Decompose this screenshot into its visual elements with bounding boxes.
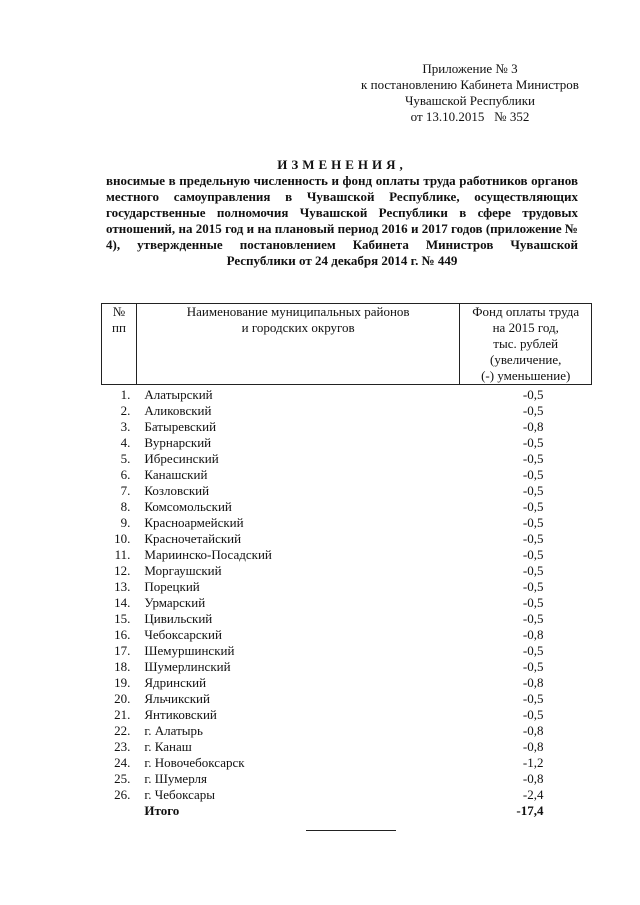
row-number: 14. bbox=[114, 595, 131, 610]
district-name: Янтиковский bbox=[144, 707, 217, 722]
row-number: 16. bbox=[114, 627, 131, 642]
fund-value: -0,8 bbox=[522, 419, 544, 434]
row-number: 4. bbox=[120, 435, 131, 450]
district-name: Мариинско-Посадский bbox=[144, 547, 272, 562]
total-value: -17,4 bbox=[516, 803, 544, 818]
district-name: Моргаушский bbox=[144, 563, 222, 578]
table-body bbox=[102, 385, 592, 804]
district-name: г. Канаш bbox=[144, 739, 192, 754]
table-row bbox=[102, 385, 592, 404]
header-fund-line: (увеличение, bbox=[490, 352, 562, 367]
end-divider bbox=[306, 830, 396, 831]
district-name: Чебоксарский bbox=[144, 627, 222, 642]
table-row bbox=[102, 755, 592, 771]
table-row bbox=[102, 435, 592, 451]
district-name: Красночетайский bbox=[144, 531, 242, 546]
header-name-line: и городских округов bbox=[241, 320, 355, 335]
row-number: 18. bbox=[114, 659, 131, 674]
district-name: Красноармейский bbox=[144, 515, 244, 530]
fund-value: -0,5 bbox=[522, 691, 544, 706]
document-heading bbox=[106, 157, 578, 269]
row-number: 17. bbox=[114, 643, 131, 658]
fund-value: -0,8 bbox=[522, 675, 544, 690]
fund-value: -0,5 bbox=[522, 611, 544, 626]
row-number: 12. bbox=[114, 563, 131, 578]
row-number: 22. bbox=[114, 723, 131, 738]
district-name: Шемуршинский bbox=[144, 643, 235, 658]
appendix-resolution: к постановлению Кабинета Министров bbox=[361, 77, 579, 92]
table-row bbox=[102, 595, 592, 611]
fund-value: -0,5 bbox=[522, 467, 544, 482]
district-name: Вурнарский bbox=[144, 435, 212, 450]
table-row bbox=[102, 403, 592, 419]
document-title: ИЗМЕНЕНИЯ, bbox=[277, 157, 407, 172]
row-number: 11. bbox=[114, 547, 131, 562]
header-name bbox=[136, 304, 460, 385]
fund-value: -0,8 bbox=[522, 723, 544, 738]
table-header-row bbox=[102, 304, 592, 385]
row-number: 8. bbox=[120, 499, 131, 514]
row-number: 13. bbox=[114, 579, 131, 594]
district-name: Канашский bbox=[144, 467, 208, 482]
table-row bbox=[102, 787, 592, 803]
district-name: Шумерлинский bbox=[144, 659, 231, 674]
district-name: Батыревский bbox=[144, 419, 217, 434]
fund-value: -0,8 bbox=[522, 627, 544, 642]
fund-value: -0,5 bbox=[522, 483, 544, 498]
document-subtitle: вносимые в предельную численность и фонд оплаты труда работников органов местного самоуправления в Чувашской Республике, осуществляющих государственные полномочия Чувашской Республики в сфере трудовых отношений, на 2015 год и на плановый период 2016 и 2017 годов (приложение № 4), утвержденные постановлением Кабинета Министров Чувашской Республики от 24 декабря 2014 г. № 449 bbox=[106, 173, 578, 268]
fund-value: -1,2 bbox=[522, 755, 544, 770]
table-row bbox=[102, 723, 592, 739]
total-row bbox=[102, 803, 592, 819]
table-row bbox=[102, 643, 592, 659]
district-name: Комсомольский bbox=[144, 499, 232, 514]
district-name: Алатырский bbox=[144, 387, 213, 402]
table-row bbox=[102, 771, 592, 787]
header-fund bbox=[460, 304, 592, 385]
table-row bbox=[102, 611, 592, 627]
table-row bbox=[102, 707, 592, 723]
row-number: 9. bbox=[120, 515, 131, 530]
row-number: 1. bbox=[120, 387, 131, 402]
table-row bbox=[102, 547, 592, 563]
appendix-reference bbox=[350, 61, 590, 125]
fund-value: -0,5 bbox=[522, 595, 544, 610]
changes-table bbox=[101, 303, 592, 819]
header-fund-line: Фонд оплаты труда bbox=[472, 304, 580, 319]
table-row bbox=[102, 675, 592, 691]
district-name: Ядринский bbox=[144, 675, 207, 690]
district-name: г. Алатырь bbox=[144, 723, 203, 738]
row-number: 5. bbox=[120, 451, 131, 466]
fund-value: -0,5 bbox=[522, 531, 544, 546]
fund-value: -0,5 bbox=[522, 563, 544, 578]
table-row bbox=[102, 563, 592, 579]
row-number: 26. bbox=[114, 787, 131, 802]
fund-value: -0,5 bbox=[522, 515, 544, 530]
row-number: 21. bbox=[114, 707, 131, 722]
row-number: 6. bbox=[120, 467, 131, 482]
district-name: г. Новочебоксарск bbox=[144, 755, 245, 770]
fund-value: -0,5 bbox=[522, 579, 544, 594]
table-row bbox=[102, 483, 592, 499]
district-name: Аликовский bbox=[144, 403, 212, 418]
appendix-republic: Чувашской Республики bbox=[404, 93, 536, 108]
table-row bbox=[102, 627, 592, 643]
row-number: 20. bbox=[114, 691, 131, 706]
fund-value: -0,5 bbox=[522, 403, 544, 418]
district-name: Цивильский bbox=[144, 611, 213, 626]
district-name: Урмарский bbox=[144, 595, 206, 610]
fund-value: -0,5 bbox=[522, 643, 544, 658]
header-fund-line: на 2015 год, bbox=[492, 320, 559, 335]
row-number: 25. bbox=[114, 771, 131, 786]
header-number-line: пп bbox=[111, 320, 126, 335]
appendix-date-number: от 13.10.2015 № 352 bbox=[410, 109, 530, 124]
total-label: Итого bbox=[144, 803, 180, 818]
header-name-line: Наименование муниципальных районов bbox=[186, 304, 410, 319]
row-number: 15. bbox=[114, 611, 131, 626]
table-row bbox=[102, 419, 592, 435]
fund-value: -0,5 bbox=[522, 547, 544, 562]
header-fund-line: (-) уменьшение) bbox=[481, 368, 571, 383]
row-number: 24. bbox=[114, 755, 131, 770]
fund-value: -0,5 bbox=[522, 659, 544, 674]
fund-value: -0,5 bbox=[522, 451, 544, 466]
row-number: 3. bbox=[120, 419, 131, 434]
row-number: 19. bbox=[114, 675, 131, 690]
header-number-line: № bbox=[112, 304, 126, 319]
district-name: г. Шумерля bbox=[144, 771, 207, 786]
table-row bbox=[102, 515, 592, 531]
table-row bbox=[102, 467, 592, 483]
table-row bbox=[102, 531, 592, 547]
district-name: Порецкий bbox=[144, 579, 200, 594]
table-row bbox=[102, 451, 592, 467]
total-num-cell bbox=[102, 803, 137, 819]
fund-value: -0,5 bbox=[522, 387, 544, 402]
district-name: г. Чебоксары bbox=[144, 787, 216, 802]
row-number: 2. bbox=[120, 403, 131, 418]
district-name: Яльчикский bbox=[144, 691, 210, 706]
header-number bbox=[102, 304, 137, 385]
table-row bbox=[102, 739, 592, 755]
table-row bbox=[102, 659, 592, 675]
table-row bbox=[102, 499, 592, 515]
table-row bbox=[102, 579, 592, 595]
fund-value: -0,8 bbox=[522, 771, 544, 786]
appendix-number: Приложение № 3 bbox=[422, 61, 518, 76]
fund-value: -0,8 bbox=[522, 739, 544, 754]
table-row bbox=[102, 691, 592, 707]
row-number: 7. bbox=[120, 483, 131, 498]
fund-value: -2,4 bbox=[522, 787, 544, 802]
district-name: Ибресинский bbox=[144, 451, 219, 466]
fund-value: -0,5 bbox=[522, 435, 544, 450]
row-number: 10. bbox=[114, 531, 131, 546]
district-name: Козловский bbox=[144, 483, 210, 498]
row-number: 23. bbox=[114, 739, 131, 754]
header-fund-line: тыс. рублей bbox=[493, 336, 559, 351]
fund-value: -0,5 bbox=[522, 707, 544, 722]
fund-value: -0,5 bbox=[522, 499, 544, 514]
